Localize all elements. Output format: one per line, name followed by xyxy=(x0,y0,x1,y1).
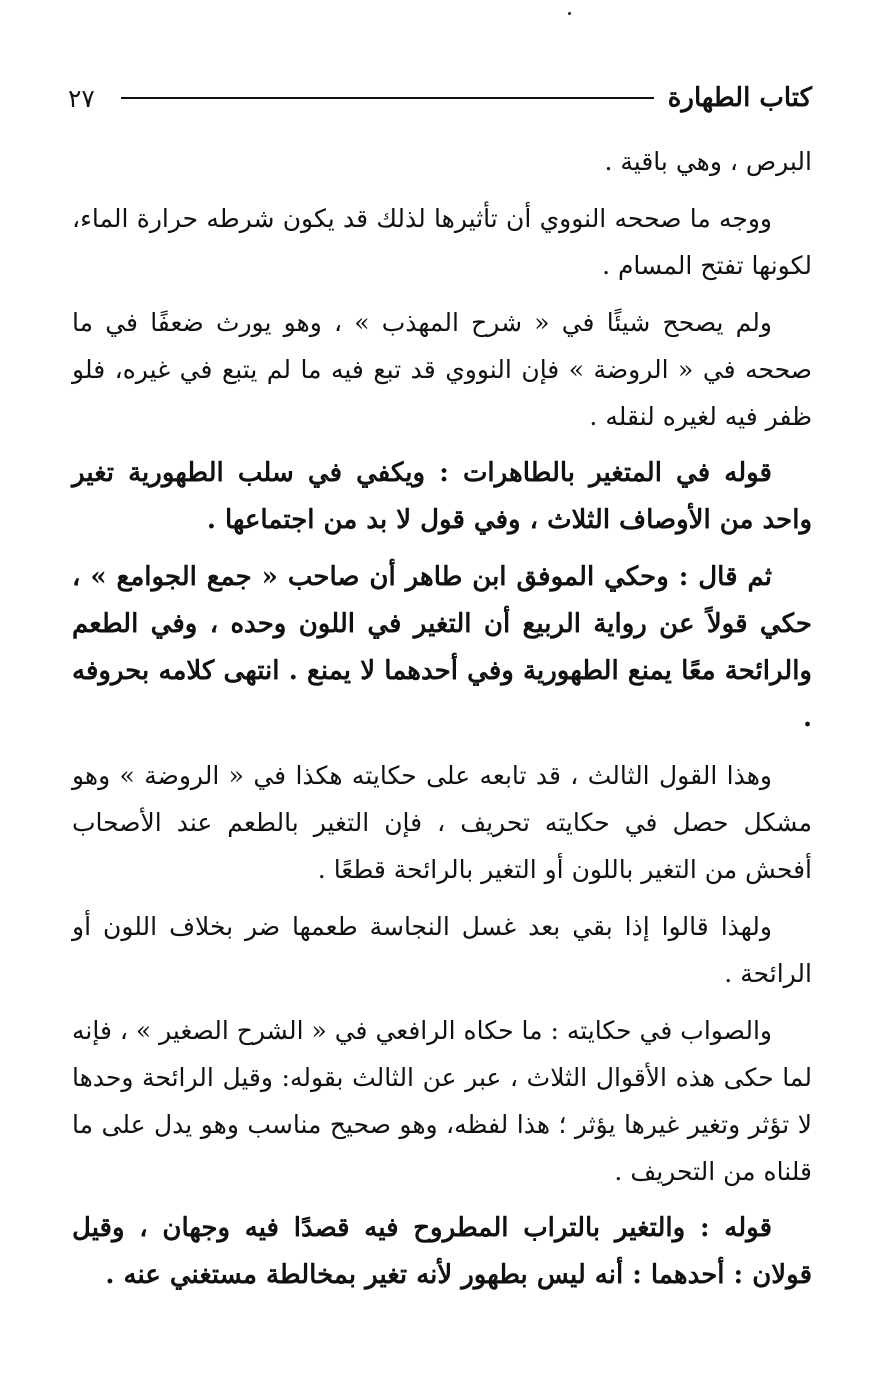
quoted-passage: قوله في المتغير بالطاهرات : ويكفي في سلب الطهورية تغير واحد من الأوصاف الثلاث ، وفي قول لا بد من اجتماعها . xyxy=(72,458,812,535)
paragraph: ولهذا قالوا إذا بقي بعد غسل النجاسة طعمها ضر بخلاف اللون أو الرائحة . xyxy=(72,912,812,988)
paragraph: وهذا القول الثالث ، قد تابعه على حكايته هكذا في « الروضة » وهو مشكل حصل في حكايته تحريف ، فإن التغير بالطعم عند الأصحاب أفحش من التغير باللون أو التغير بالرائحة قطعًا . xyxy=(72,761,812,884)
paragraph: ولم يصحح شيئًا في « شرح المهذب » ، وهو يورث ضعفًا في ما صححه في « الروضة » فإن النووي قد تبع فيه ما لم يتبع في غيره، فلو ظفر فيه لغيره لنقله . xyxy=(72,308,812,431)
paragraph: ووجه ما صححه النووي أن تأثيرها لذلك قد يكون شرطه حرارة الماء، لكونها تفتح المسام . xyxy=(72,204,812,280)
page-header xyxy=(66,78,812,118)
page-number: ٢٧ xyxy=(68,83,95,113)
quoted-passage: قوله : والتغير بالتراب المطروح فيه قصدًا فيه وجهان ، وقيل قولان : أحدهما : أنه ليس بطهور لأنه تغير بمخالطة مستغني عنه . xyxy=(72,1213,812,1290)
paragraph: البرص ، وهي باقية . xyxy=(604,147,812,176)
quoted-passage: ثم قال : وحكي الموفق ابن طاهر أن صاحب « جمع الجوامع » ، حكي قولاً عن رواية الربيع أن التغير في اللون وحده ، وفي الطعم والرائحة معًا يمنع الطهورية وفي أحدهما لا يمنع . انتهى كلامه بحروفه . xyxy=(72,562,812,733)
printing-speck xyxy=(568,12,571,15)
body-text xyxy=(72,138,812,1309)
header-rule xyxy=(121,97,654,99)
running-title: كتاب الطهارة xyxy=(667,83,812,113)
paragraph: والصواب في حكايته : ما حكاه الرافعي في « الشرح الصغير » ، فإنه لما حكى هذه الأقوال الثلاث ، عبر عن الثالث بقوله: وقيل الرائحة وحدها لا تؤثر وتغير غيرها يؤثر ؛ هذا لفظه، وهو صحيح مناسب وهو يدل على ما قلناه من التحريف . xyxy=(72,1016,812,1186)
